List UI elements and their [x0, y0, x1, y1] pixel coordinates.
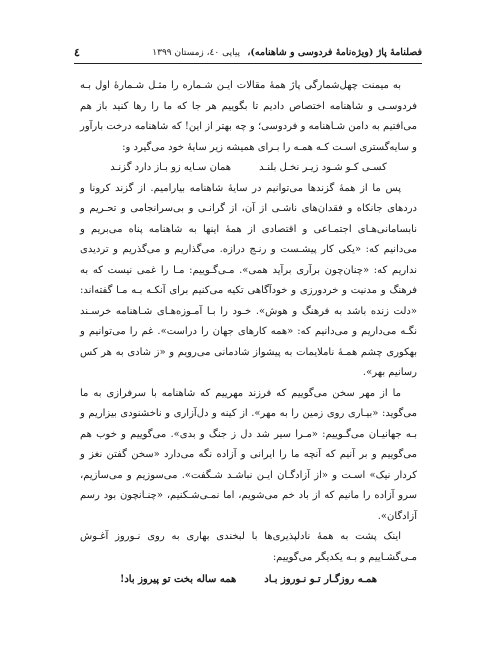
- journal-title: فصلنامهٔ پاژ (ویژه‌نامهٔ فردوسی و شاهنامه)،: [247, 46, 422, 58]
- verse-couplet-1: [80, 158, 417, 179]
- verse-couplet-2: [80, 570, 417, 591]
- header-rule: [74, 63, 422, 64]
- page-number: ٤: [74, 45, 80, 59]
- verse-1-hemistich-right: کسـی کـو شـود زیـر نخـل بلنـد: [259, 162, 387, 173]
- verse-2-hemistich-right: همـه روزگـار تـو نـوروز بـاد: [264, 574, 378, 585]
- issue-info: پیاپی ٤٠، زمستان ١٣٩٩: [152, 47, 241, 58]
- page-header: [74, 42, 422, 62]
- running-head: [152, 47, 422, 58]
- verse-2-hemistich-left: همه ساله بخت تو پیروز باد!: [119, 574, 237, 585]
- paragraph-3: ما از مهر سخن می‌گوییم که فرزند مهرییم که شاهنامه با سرفرازی به ما می‌گوید: «بیـاری روی زمین را به مهر». از کینه و دل‌آزاری و ناخشنودی بیزاریم و بـه جهانیـان می‌گـوییم: «مـرا سیر شد دل ز جنگ و بدی». می‌گوییم و خوب هم می‌گوییم و بر آنیم که آنچه ما را ایرانی و آزاده نگه می‌دارد «سخن گفتن نغز و کردار نیک» اسـت و «از آزادگـان ایـن نباشـد شـگفت». می‌سوزیم و می‌سازیم، سرو آزاده را مانیم که از باد خم می‌شویم، اما نمـی‌شـکنیم، «چنـانچون بود رسم آزادگان».: [80, 387, 417, 522]
- paragraph-1: به میمنت چهل‌شمارگی پاژ همهٔ مقالات ایـن شـماره را مثـل شـمارهٔ اول بـه فردوسـی و شاهنامه اختصاص دادیم تا بگوییم هر جا که ما را رها کنید باز هم می‌افتیم به دامن شـاهنامه و فردوسی؛ و چه بهتر از این! که شاهنامه درخت بارآور و سایه‌گستری اسـت کـه همـه را بـرای همیشه زیر سایهٔ خود می‌گیرد و:: [80, 80, 417, 153]
- verse-1-hemistich-left: همان سـایه زو بـاز دارد گزنـد: [110, 162, 232, 173]
- paragraph-2: پس ما از همهٔ گزندها می‌توانیم در سایهٔ شاهنامه بیارامیم. از گزند کرونا و دردهای جانکاه و فقدان‌های ناشـی از آن، از گرانـی و بی‌سرانجامی و تحـریم و نابسامانی‌هـای اجتمـاعی و اقتصادی از همهٔ اینها به شاهنامه پناه می‌بریم و می‌دانیم که: «یکی کار پیشـست و رنـج درازه. می‌گذاریم و می‌گذریم و تردیدی نداریم که: «چنان‌چون برآری برآید همی». مـی‌گـوییم: مـا را غمی نیست که به فرهنگ و مدنیت و خردورزی و خودآگاهی تکیه می‌کنیم برای آنکـه بـه مـا گفته‌اند: «دلت زنده باشد به فرهنگ و هوش». خـود را بـا آمـوزه‌هـای شـاهنامه خرسـند نگـه می‌داریم و می‌دانیم که: «همه کارهای جهان را دراست». غم را می‌توانیم و بهکوری چشم همـهٔ ناملایمات به پیشواز شادمانی می‌رویم و «ز شادی به هر کس رسانیم بهر».: [80, 182, 417, 378]
- paragraph-4: اینک پشت به همهٔ نادلپذیری‌ها با لبخندی بهاری به روی نـوروز آغـوش مـی‌گشـاییم و بـه یکدیگر می‌گوییم:: [80, 531, 417, 563]
- article-body: [80, 76, 417, 591]
